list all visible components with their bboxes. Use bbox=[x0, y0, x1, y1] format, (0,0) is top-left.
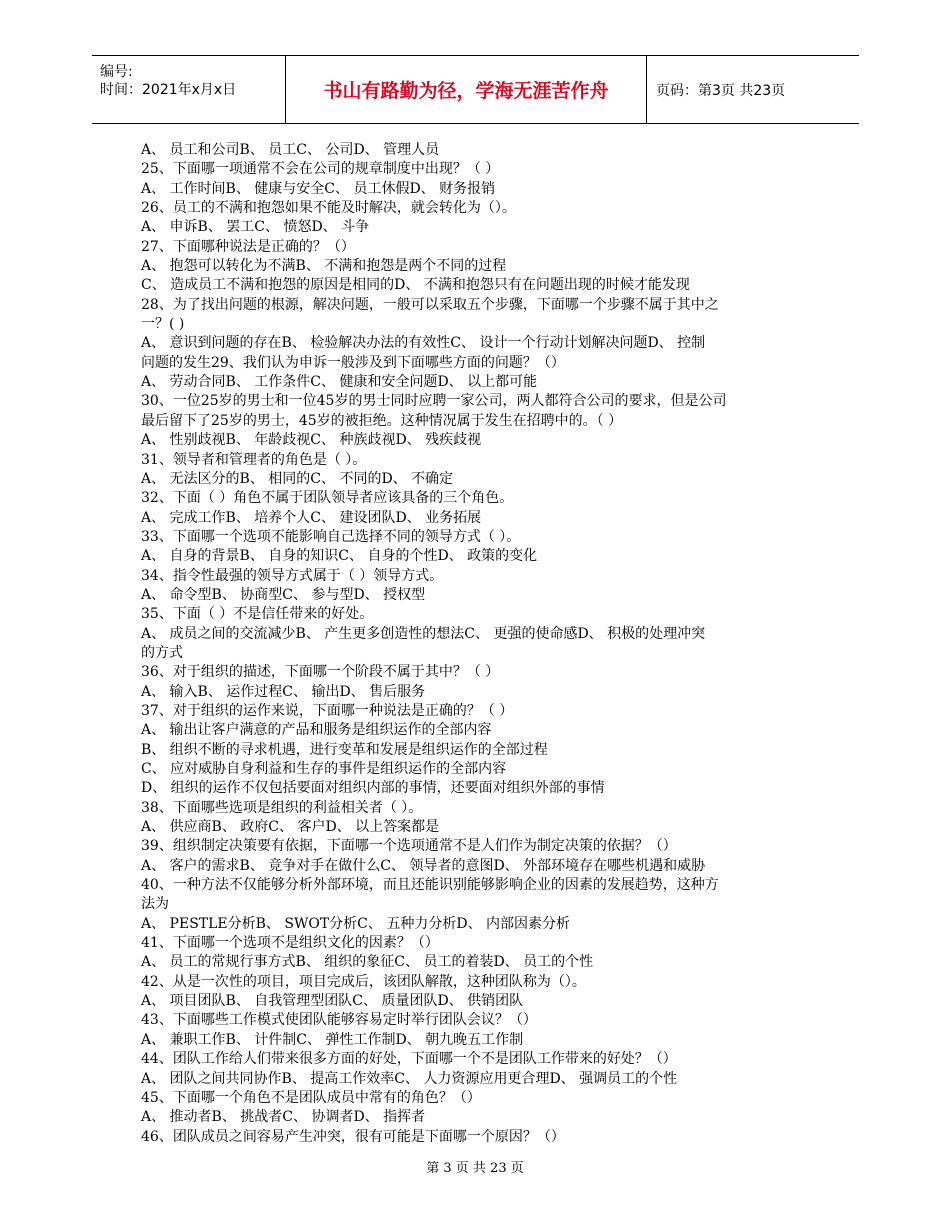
text-line: A、 完成工作B、 培养个人C、 建设团队D、 业务拓展 bbox=[141, 509, 482, 526]
text-line: 的方式 bbox=[141, 644, 183, 661]
text-line: 40、一种方法不仅能够分析外部环境，而且还能识别能够影响企业的因素的发展趋势，这种方 bbox=[141, 877, 719, 894]
text-line: A、 兼职工作B、 计件制C、 弹性工作制D、 朝九晚五工作制 bbox=[141, 1031, 524, 1048]
text-line: 30、一位25岁的男士和一位45岁的男士同时应聘一家公司，两人都符合公司的要求，但是公司 bbox=[141, 393, 727, 410]
text-line: 27、下面哪种说法是正确的？（） bbox=[141, 238, 355, 255]
serial-number-label: 编号: bbox=[100, 64, 133, 80]
text-line: B、 组织不断的寻求机遇，进行变革和发展是组织运作的全部过程 bbox=[141, 741, 548, 758]
text-line: 35、下面（ ）不是信任带来的好处。 bbox=[141, 606, 374, 623]
text-line: 41、下面哪一个选项不是组织文化的因素？（） bbox=[141, 935, 439, 952]
text-line: A、 成员之间的交流减少B、 产生更多创造性的想法C、 更强的使命感D、 积极的处理冲突 bbox=[141, 625, 706, 642]
text-line: 44、团队工作给人们带来很多方面的好处，下面哪一个不是团队工作带来的好处？（） bbox=[141, 1051, 677, 1068]
page-footer: 第 3 页 共 23 页 bbox=[426, 1161, 524, 1176]
text-line: A、 推动者B、 挑战者C、 协调者D、 指挥者 bbox=[141, 1109, 426, 1126]
text-line: A、 性别歧视B、 年龄歧视C、 种族歧视D、 残疾歧视 bbox=[141, 432, 482, 449]
text-line: A、 员工和公司B、 员工C、 公司D、 管理人员 bbox=[141, 142, 440, 158]
header-motto: 书山有路勤为径，学海无涯苦作舟 bbox=[323, 80, 609, 102]
text-line: 46、团队成员之间容易产生冲突，很有可能是下面哪一个原因？（） bbox=[141, 1128, 565, 1145]
text-line: C、 造成员工不满和抱怨的原因是相同的D、 不满和抱怨只有在问题出现的时候才能发现 bbox=[141, 277, 690, 294]
text-line: A、 PESTLE分析B、 SWOT分析C、 五种力分析D、 内部因素分析 bbox=[141, 915, 571, 932]
text-line: 最后留下了25岁的男士，45岁的被拒绝。这种情况属于发生在招聘中的。（ ） bbox=[141, 412, 623, 429]
text-line: A、 意识到问题的存在B、 检验解决办法的有效性C、 设计一个行动计划解决问题D、 控制 bbox=[141, 335, 706, 352]
text-line: A、 工作时间B、 健康与安全C、 员工休假D、 财务报销 bbox=[141, 180, 496, 197]
text-line: 31、领导者和管理者的角色是（ ）。 bbox=[141, 451, 367, 468]
text-line: A、 项目团队B、 自我管理型团队C、 质量团队D、 供销团队 bbox=[141, 993, 524, 1010]
text-line: 37、对于组织的运作来说，下面哪一种说法是正确的？（ ） bbox=[141, 702, 514, 719]
header-motto-cell bbox=[285, 56, 647, 123]
text-line: C、 应对威胁自身利益和生存的事件是组织运作的全部内容 bbox=[141, 761, 507, 777]
text-line: A、 客户的需求B、 竞争对手在做什么C、 领导者的意图D、 外部环境存在哪些机遇和威胁 bbox=[141, 857, 706, 874]
text-line: 问题的发生29、我们认为申诉一般涉及到下面哪些方面的问题？（） bbox=[141, 354, 565, 371]
text-line: A、 供应商B、 政府C、 客户D、 以上答案都是 bbox=[141, 819, 440, 836]
text-line: A、 自身的背景B、 自身的知识C、 自身的个性D、 政策的变化 bbox=[141, 548, 538, 565]
header-page-cell bbox=[646, 56, 859, 123]
text-line: A、 员工的常规行事方式B、 组织的象征C、 员工的着装D、 员工的个性 bbox=[141, 954, 594, 971]
text-line: 34、指令性最强的领导方式属于（ ）领导方式。 bbox=[141, 567, 444, 584]
text-line: 42、从是一次性的项目，项目完成后，该团队解散，这种团队称为（）。 bbox=[141, 973, 586, 990]
text-line: A、 命令型B、 协商型C、 参与型D、 授权型 bbox=[141, 586, 426, 603]
text-line: A、 团队之间共同协作B、 提高工作效率C、 人力资源应用更合理D、 强调员工的个性 bbox=[141, 1070, 678, 1087]
text-line: A、 无法区分的B、 相同的C、 不同的D、 不确定 bbox=[141, 470, 454, 487]
text-line: 28、为了找出问题的根源，解决问题，一般可以采取五个步骤，下面哪一个步骤不属于其中之 bbox=[141, 296, 719, 313]
text-line: A、 抱怨可以转化为不满B、 不满和抱怨是两个不同的过程 bbox=[141, 258, 507, 275]
document-header bbox=[92, 55, 859, 124]
date-label: 时间：2021年x月x日 bbox=[100, 82, 237, 98]
text-line: 33、下面哪一个选项不能影响自己选择不同的领导方式（ ）。 bbox=[141, 528, 521, 545]
text-line: 一？( ) bbox=[141, 316, 185, 333]
text-line: 39、组织制定决策要有依据，下面哪一个选项通常不是人们作为制定决策的依据？（） bbox=[141, 838, 677, 855]
header-left-cell bbox=[92, 56, 285, 123]
text-line: A、 申诉B、 罢工C、 愤怒D、 斗争 bbox=[141, 219, 370, 236]
text-line: 26、员工的不满和抱怨如果不能及时解决，就会转化为（）。 bbox=[141, 200, 516, 217]
text-line: 38、下面哪些选项是组织的利益相关者（ ）。 bbox=[141, 799, 423, 816]
text-line: 法为 bbox=[141, 896, 169, 913]
header-page-info: 页码：第3页 共23页 bbox=[656, 82, 786, 99]
text-line: A、 输入B、 运作过程C、 输出D、 售后服务 bbox=[141, 683, 426, 700]
question-list bbox=[141, 141, 817, 1147]
text-line: 43、下面哪些工作模式使团队能够容易定时举行团队会议？（） bbox=[141, 1012, 537, 1029]
text-line: A、 输出让客户满意的产品和服务是组织运作的全部内容 bbox=[141, 722, 492, 739]
text-line: A、 劳动合同B、 工作条件C、 健康和安全问题D、 以上都可能 bbox=[141, 374, 538, 391]
text-line: 25、下面哪一项通常不会在公司的规章制度中出现？（ ） bbox=[141, 161, 500, 178]
text-line: 32、下面（ ）角色不属于团队领导者应该具备的三个角色。 bbox=[141, 490, 514, 507]
text-line: D、 组织的运作不仅包括要面对组织内部的事情，还要面对组织外部的事情 bbox=[141, 780, 605, 797]
text-line: 36、对于组织的描述，下面哪一个阶段不属于其中？（ ） bbox=[141, 664, 500, 681]
text-line: 45、下面哪一个角色不是团队成员中常有的角色？（） bbox=[141, 1089, 481, 1106]
